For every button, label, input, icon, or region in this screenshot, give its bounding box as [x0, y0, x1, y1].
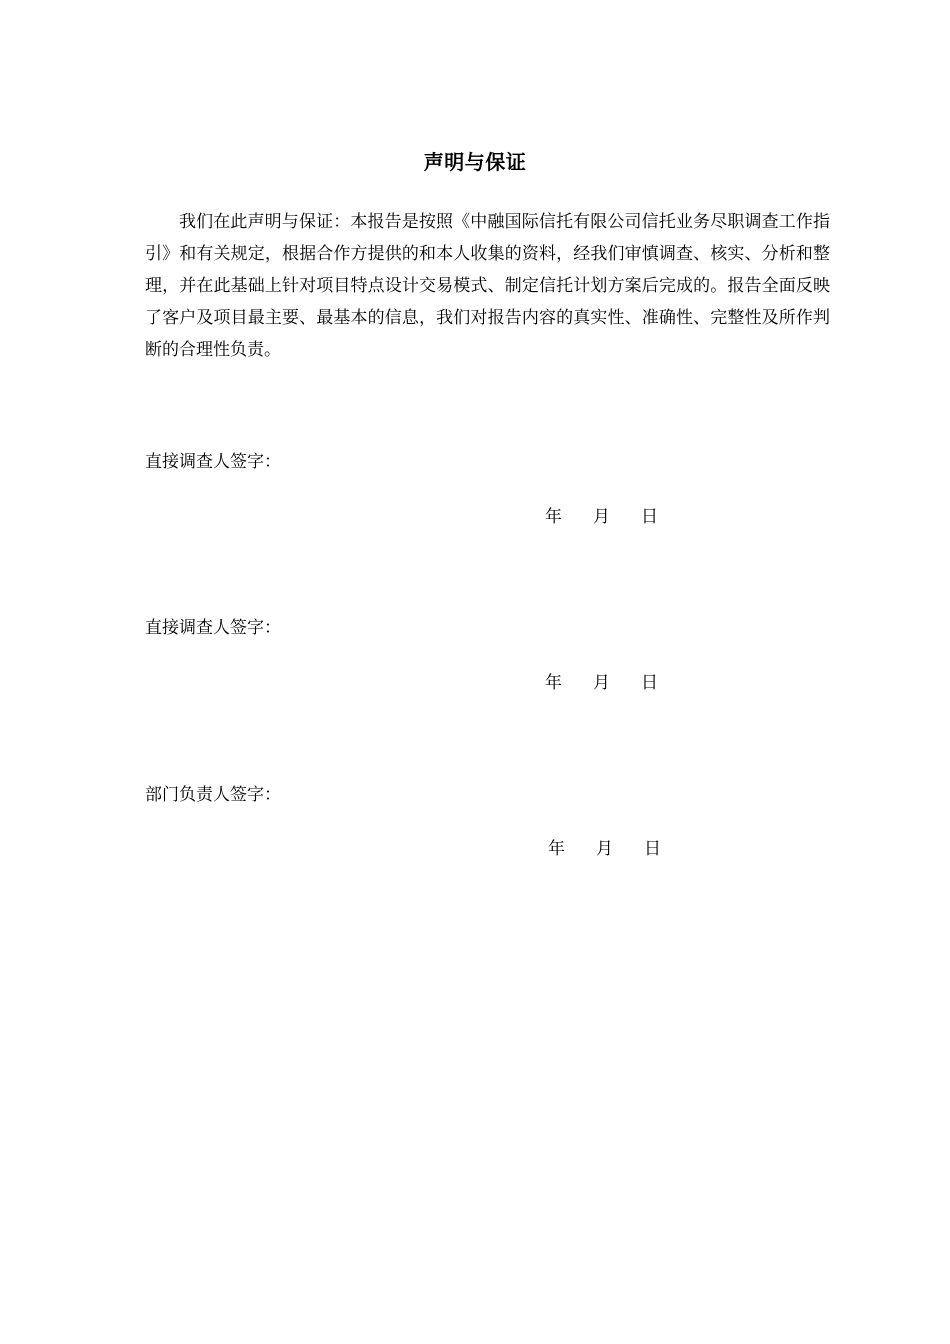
date-month: 月: [593, 507, 610, 527]
date-month: 月: [593, 673, 610, 693]
date-day: 日: [641, 507, 658, 527]
date-month: 月: [596, 839, 613, 859]
date-year: 年: [548, 839, 565, 859]
date-day: 日: [641, 673, 658, 693]
page-title: 声明与保证: [423, 150, 527, 174]
date-row-1: [545, 505, 689, 529]
date-row-3: [548, 837, 692, 861]
date-day: 日: [644, 839, 661, 859]
signature-label-department-head: 部门负责人签字：: [145, 785, 281, 805]
date-year: 年: [545, 673, 562, 693]
signature-label-investigator-2: 直接调查人签字：: [145, 618, 281, 638]
signature-label-investigator-1: 直接调查人签字：: [145, 452, 281, 472]
date-year: 年: [545, 507, 562, 527]
declaration-paragraph: 我们在此声明与保证：本报告是按照《中融国际信托有限公司信托业务尽职调查工作指引》和有关规定，根据合作方提供的和本人收集的资料，经我们审慎调查、核实、分析和整理，并在此基础上针对项目特点设计交易模式、制定信托计划方案后完成的。报告全面反映了客户及项目最主要、最基本的信息，我们对报告内容的真实性、准确性、完整性及所作判断的合理性负责。: [145, 212, 830, 360]
date-row-2: [545, 671, 689, 695]
